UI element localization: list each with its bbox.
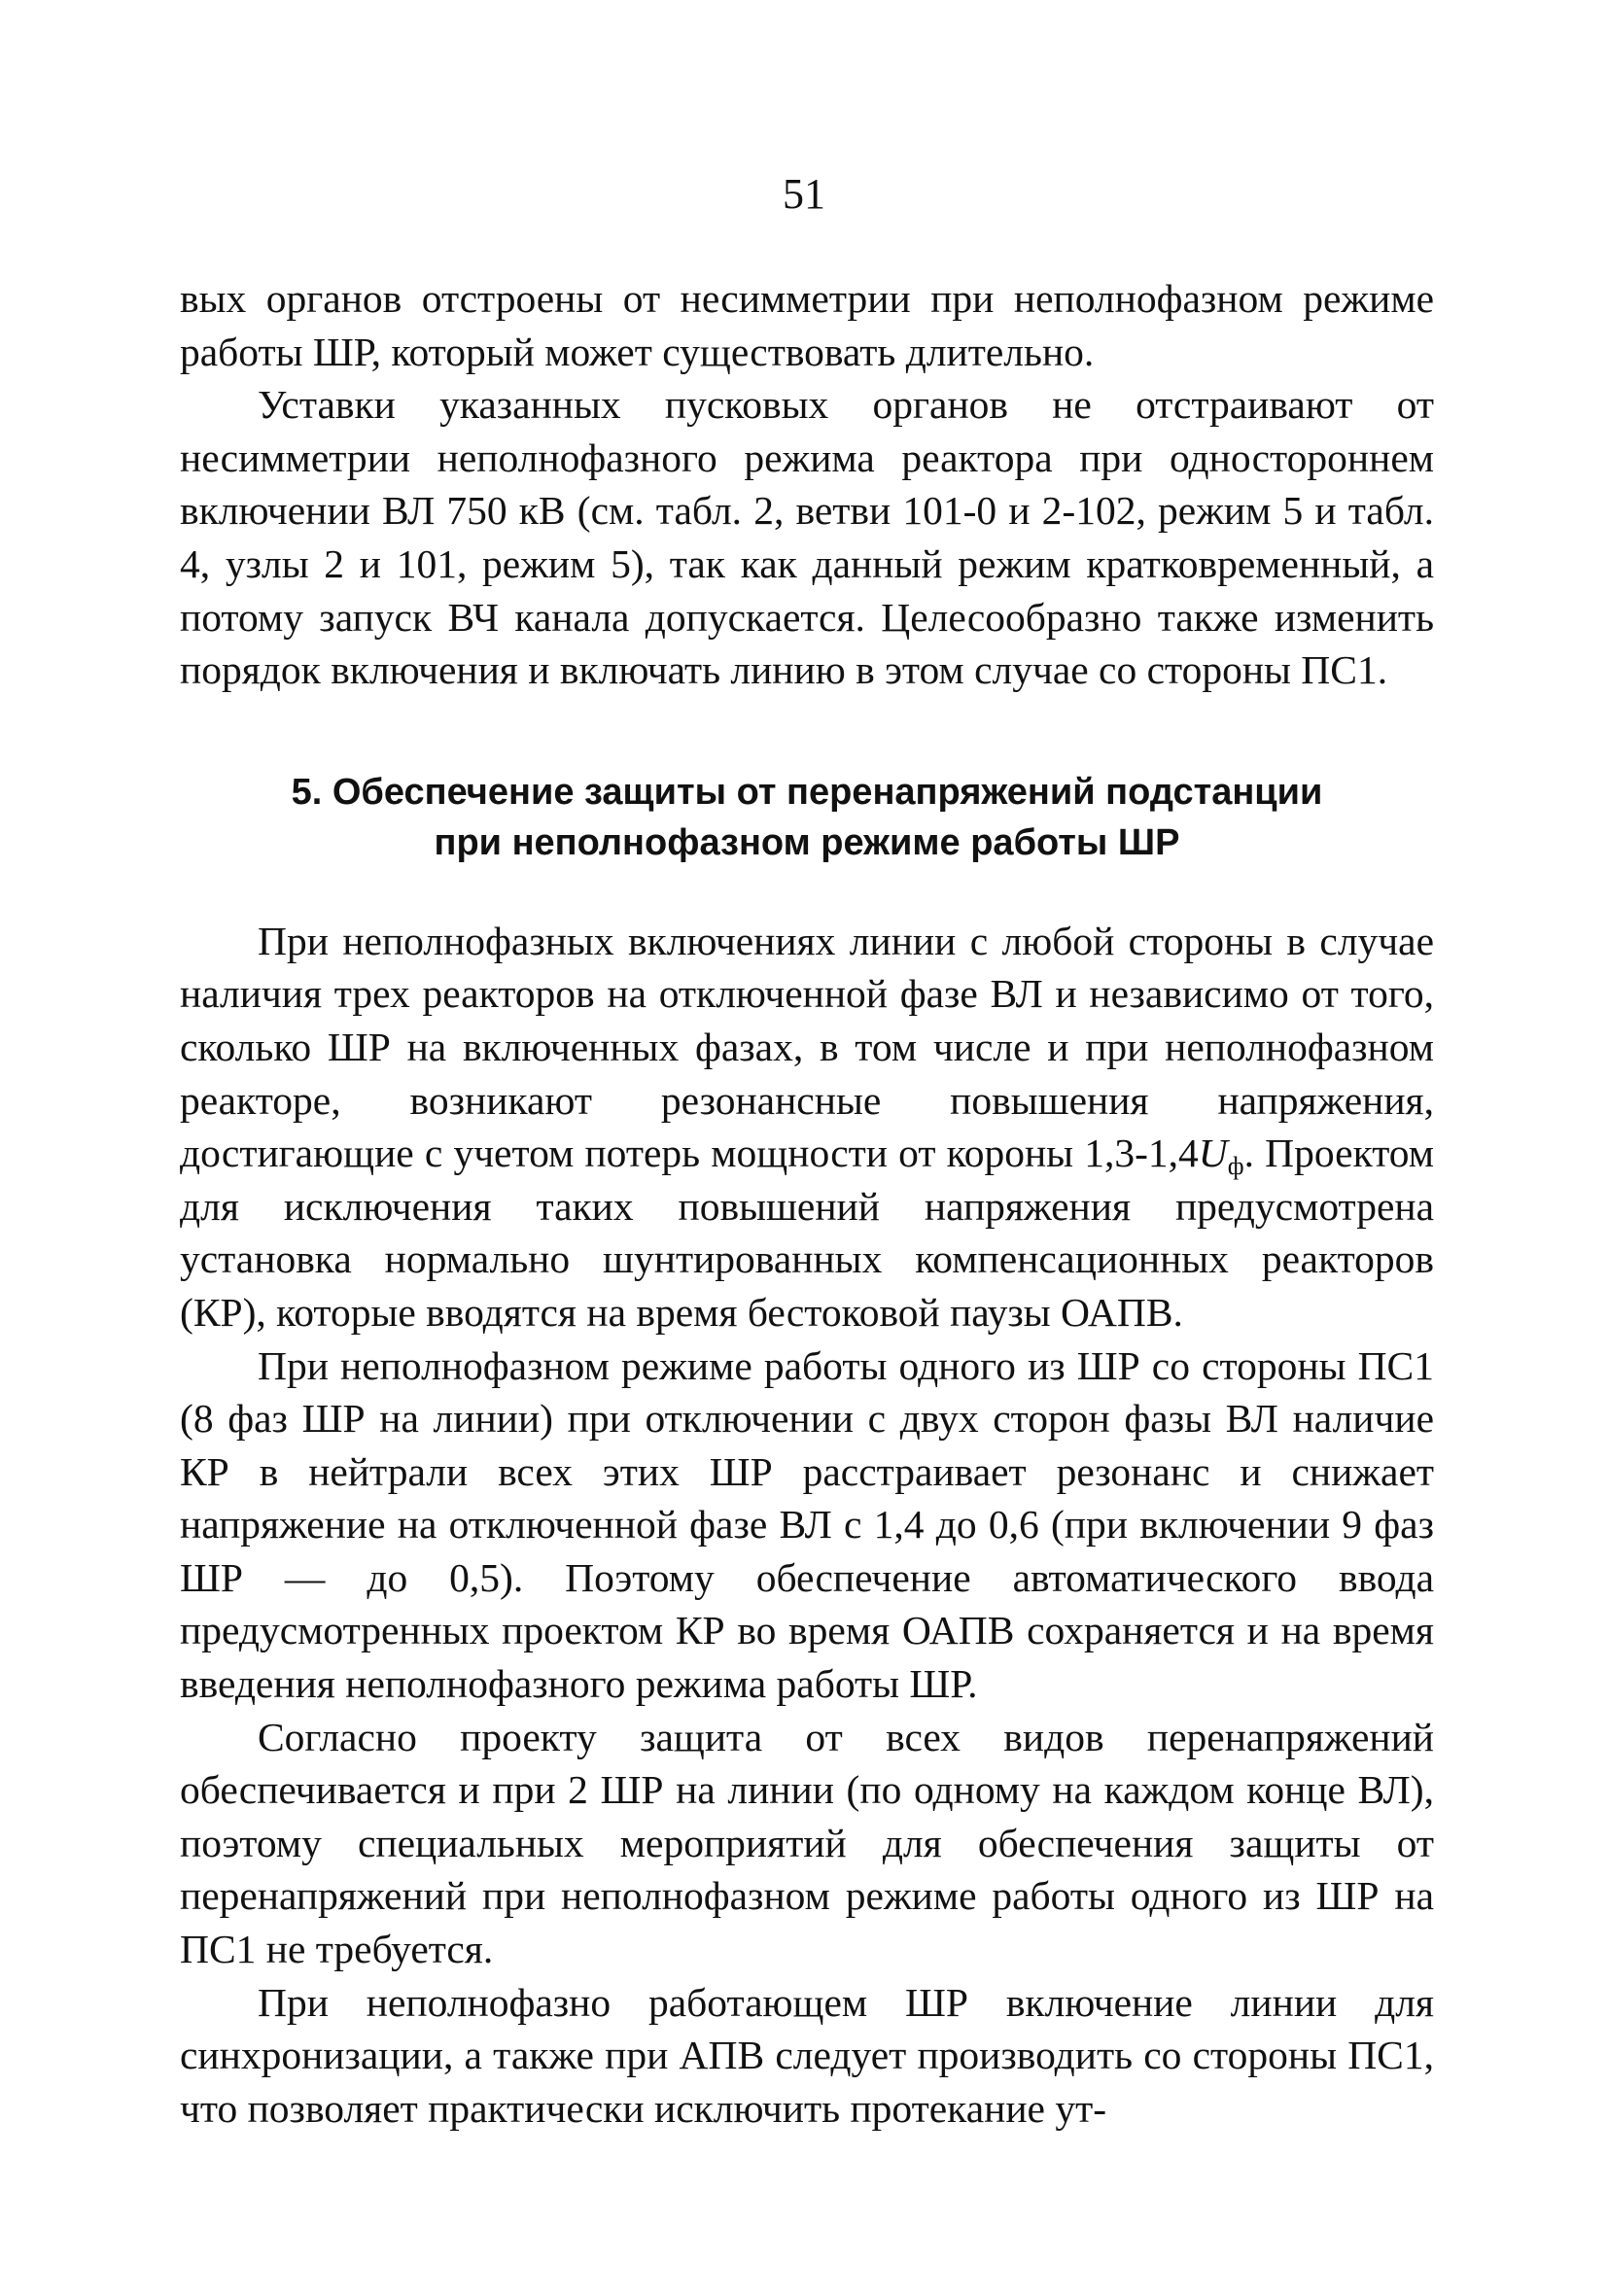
paragraph: При неполнофазно работающем ШР включение линии для синхронизации, а также при АПВ следует производить со стороны ПС1, что позволяет практически исключить протекание ут-	[180, 1979, 1434, 2131]
formula-subscript: ф	[1227, 1152, 1244, 1181]
paragraph-continued: вых органов отстроены от несимметрии при неполнофазном режиме работы ШР, который может существовать длительно.	[180, 276, 1434, 374]
paragraph: При неполнофазном режиме работы одного из ШР со стороны ПС1 (8 фаз ШР на линии) при отключении с двух сторон фазы ВЛ наличие КР в нейтрали всех этих ШР расстраивает резонанс и снижает напряжение на отключенной фазе ВЛ с 1,4 до 0,6 (при включении 9 фаз ШР — до 0,5). Поэтому обеспечение автоматического ввода предусмотренных проектом КР во время ОАПВ сохраняется и на время введения неполнофазного режима работы ШР.	[180, 1342, 1434, 1707]
paragraph-text: При неполнофазных включениях линии с любой стороны в случае наличия трех реакторов на отключенной фазе ВЛ и независимо от того, сколько ШР на включенных фазах, в том числе и при неполнофазном реакторе, возникают резонансные повышения напряжения, достигающие с учетом потерь мощности от короны 1,3-1,4	[180, 918, 1434, 1176]
page-number: 51	[783, 170, 825, 218]
paragraph: Уставки указанных пусковых органов не отстраивают от несимметрии неполнофазного режима реактора при одностороннем включении ВЛ 750 кВ (см. табл. 2, ветви 101-0 и 2-102, режим 5 и табл. 4, узлы 2 и 101, режим 5), так как данный режим кратковременный, а потому запуск ВЧ канала допускается. Целесообразно также изменить порядок включения и включать линию в этом случае со стороны ПС1.	[180, 382, 1434, 693]
paragraph	[180, 915, 1434, 1339]
formula-variable: U	[1198, 1131, 1228, 1176]
section-heading	[180, 767, 1434, 868]
paragraph-text: . Проектом для исключения таких повышений напряжения предусмотрена установка нормально шунтированных компенсационных реакторов (КР), которые вводятся на время бестоковой паузы ОАПВ.	[180, 1131, 1435, 1335]
section-heading-line-2: при неполнофазном режиме работы ШР	[434, 821, 1180, 863]
section-heading-line-1: 5. Обеспечение защиты от перенапряжений подстанции	[291, 771, 1323, 813]
body-text	[180, 272, 1434, 2135]
paragraph: Согласно проекту защита от всех видов перенапряжений обеспечивается и при 2 ШР на линии (по одному на каждом конце ВЛ), поэтому специальных мероприятий для обеспечения защиты от перенапряжений при неполнофазном режиме работы одного из ШР на ПС1 не требуется.	[180, 1714, 1434, 1972]
